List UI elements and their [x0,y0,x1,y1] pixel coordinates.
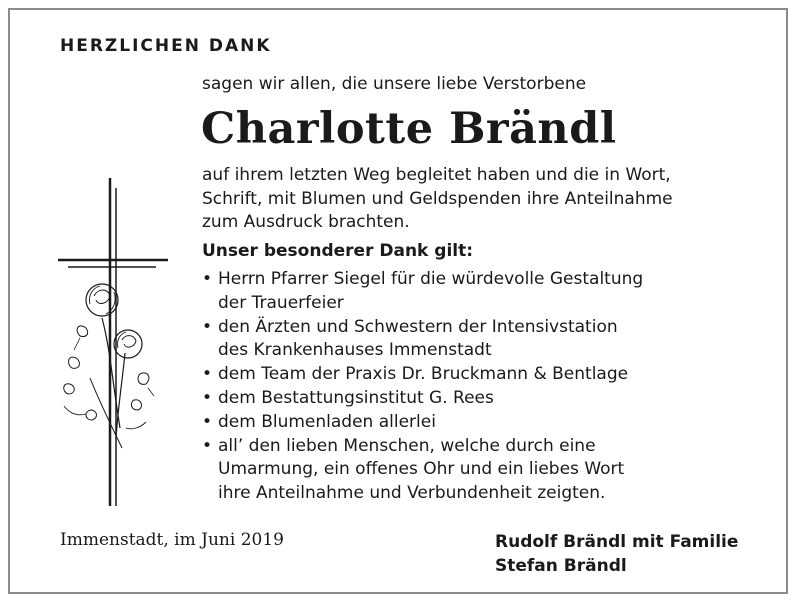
thanks-heading: Unser besonderer Dank gilt: [202,241,474,261]
list-item-line: dem Team der Praxis Dr. Bruckmann & Bentlage [218,364,629,385]
body-line: Schrift, mit Blumen und Geldspenden ihre Anteilnahme [202,188,673,209]
bullet-icon: • [202,269,213,289]
deceased-name: Charlotte Brändl [201,104,617,154]
bullet-icon: • [202,316,213,337]
list-item-line: ihre Anteilnahme und Verbundenheit zeigten. [218,483,606,504]
cross-with-roses-icon [50,178,180,522]
body-line: zum Ausdruck brachten. [202,212,410,232]
list-item-line: den Ärzten und Schwestern der Intensivstation [218,316,618,337]
list-item-line: dem Blumenladen allerlei [218,411,436,432]
notice-heading: HERZLICHEN DANK [60,36,272,56]
list-item [202,316,643,364]
list-item [202,411,643,435]
list-item [202,268,643,316]
list-item-line: der Trauerfeier [218,292,344,313]
signatures [495,530,738,578]
signature-line: Stefan Brändl [495,556,627,576]
list-item-line: Herrn Pfarrer Siegel für die würdevolle Gestaltung [218,269,644,289]
bullet-icon: • [202,435,213,456]
body-line: auf ihrem letzten Weg begleitet haben und die in Wort, [202,165,671,185]
thanks-list [202,268,643,506]
bullet-icon: • [202,387,213,408]
list-item [202,435,643,506]
body-paragraph [202,164,762,235]
intro-text: sagen wir allen, die unsere liebe Verstorbene [202,74,587,94]
list-item [202,387,643,411]
place-date: Immenstadt, im Juni 2019 [60,530,284,550]
signature-line: Rudolf Brändl mit Familie [495,532,739,552]
list-item-line: dem Bestattungsinstitut G. Rees [218,387,494,408]
bullet-icon: • [202,364,213,385]
list-item-line: Umarmung, ein offenes Ohr und ein liebes Wort [218,459,625,480]
list-item-line: des Krankenhauses Immenstadt [218,340,492,361]
bullet-icon: • [202,411,213,432]
list-item-line: all’ den lieben Menschen, welche durch eine [218,435,596,456]
list-item [202,363,643,387]
